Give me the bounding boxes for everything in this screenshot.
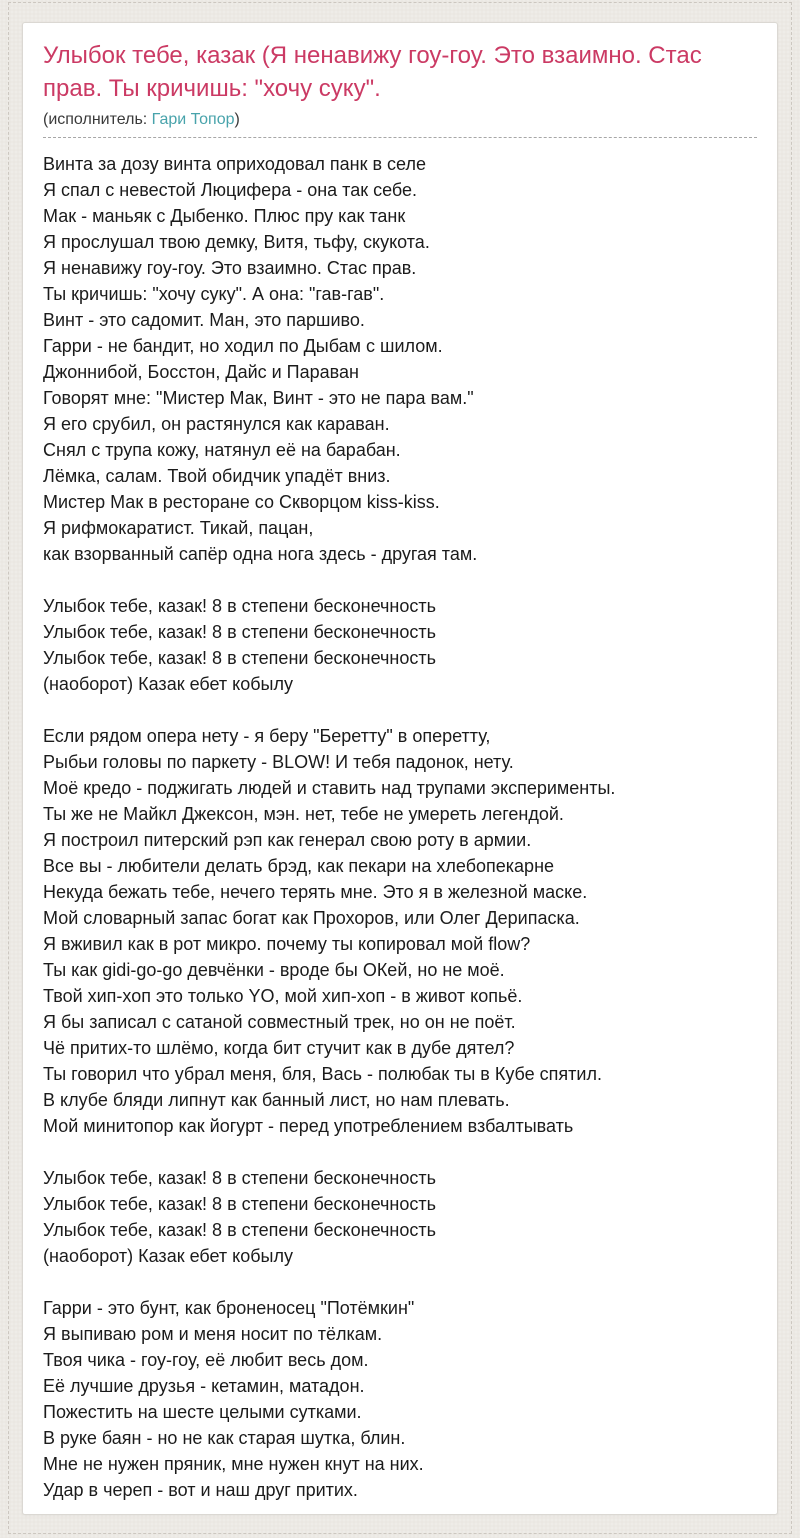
lyric-line: Мне не нужен пряник, мне нужен кнут на них.: [43, 1454, 424, 1474]
lyric-line: Все вы - любители делать брэд, как пекари на хлебопекарне: [43, 856, 555, 876]
lyric-line: Улыбок тебе, казак! 8 в степени бесконечность: [43, 648, 436, 668]
lyric-line: Винта за дозу винта оприходовал панк в селе: [43, 154, 426, 174]
stanza: [43, 1295, 757, 1503]
lyric-line: Гарри - не бандит, но ходил по Дыбам с шилом.: [43, 336, 443, 356]
lyric-line: Я вживил как в рот микро. почему ты копировал мой flow?: [43, 934, 531, 954]
lyric-line: Твой хип-хоп это только YO, мой хип-хоп - в живот копьё.: [43, 986, 523, 1006]
lyric-line: Улыбок тебе, казак! 8 в степени бесконечность: [43, 622, 436, 642]
artist-label: (исполнитель:: [43, 111, 148, 128]
lyric-line: Ты как gidi-go-go девчёнки - вроде бы ОКей, но не моё.: [43, 960, 505, 980]
lyric-line: Джоннибой, Босстон, Дайс и Параван: [43, 362, 359, 382]
lyric-line: Говорят мне: "Мистер Мак, Винт - это не пара вам.": [43, 388, 474, 408]
lyric-line: Снял с трупа кожу, натянул её на барабан.: [43, 440, 401, 460]
lyric-line: Я построил питерский рэп как генерал свою роту в армии.: [43, 830, 532, 850]
lyric-line: Я спал с невестой Люцифера - она так себе.: [43, 180, 418, 200]
stanza: [43, 151, 757, 567]
lyric-line: Мой словарный запас богат как Прохоров, или Олег Дерипаска.: [43, 908, 580, 928]
page-title: Улыбок тебе, казак (Я ненавижу гоу-гоу. Это взаимно. Стас прав. Ты кричишь: "хочу суку".: [43, 42, 702, 102]
lyric-line: Моё кредо - поджигать людей и ставить над трупами эксперименты.: [43, 778, 616, 798]
lyric-line: Твоя чика - гоу-гоу, её любит весь дом.: [43, 1350, 369, 1370]
lyric-line: Чё притих-то шлёмо, когда бит стучит как в дубе дятел?: [43, 1038, 515, 1058]
lyric-line: Пожестить на шесте целыми сутками.: [43, 1402, 362, 1422]
lyrics: [43, 151, 757, 1503]
artist-close-paren: ): [234, 111, 240, 128]
lyric-line: Ты говорил что убрал меня, бля, Вась - полюбак ты в Кубе спятил.: [43, 1064, 602, 1084]
lyric-line: Ты кричишь: "хочу суку". А она: "гав-гав".: [43, 284, 385, 304]
lyric-line: Улыбок тебе, казак! 8 в степени бесконечность: [43, 1168, 436, 1188]
lyric-line: В руке баян - но не как старая шутка, блин.: [43, 1428, 406, 1448]
artist-link[interactable]: Гари Топор: [151, 111, 235, 128]
lyric-line: Удар в череп - вот и наш друг притих.: [43, 1480, 358, 1500]
lyric-line: Гарри - это бунт, как броненосец "Потёмкин": [43, 1298, 415, 1318]
lyric-line: Винт - это садомит. Ман, это паршиво.: [43, 310, 365, 330]
lyric-line: Её лучшие друзья - кетамин, матадон.: [43, 1376, 365, 1396]
lyric-line: Если рядом опера нету - я беру "Беретту" в оперетту,: [43, 726, 491, 746]
stanza: [43, 723, 757, 1139]
lyric-line: Я бы записал с сатаной совместный трек, но он не поёт.: [43, 1012, 516, 1032]
lyric-line: Мой минитопор как йогурт - перед употреблением взбалтывать: [43, 1116, 574, 1136]
lyric-line: Я выпиваю ром и меня носит по тёлкам.: [43, 1324, 383, 1344]
lyric-line: Некуда бежать тебе, нечего терять мне. Это я в железной маске.: [43, 882, 588, 902]
lyric-line: Улыбок тебе, казак! 8 в степени бесконечность: [43, 1194, 436, 1214]
lyric-line: Рыбьи головы по паркету - BLOW! И тебя падонок, нету.: [43, 752, 514, 772]
lyric-line: Улыбок тебе, казак! 8 в степени бесконечность: [43, 596, 436, 616]
lyric-line: Мак - маньяк с Дыбенко. Плюс пру как танк: [43, 206, 406, 226]
lyric-line: Лёмка, салам. Твой обидчик упадёт вниз.: [43, 466, 391, 486]
lyric-line: В клубе бляди липнут как банный лист, но нам плевать.: [43, 1090, 510, 1110]
lyrics-card: [22, 22, 778, 1515]
lyric-line: (наоборот) Казак ебет кобылу: [43, 674, 293, 694]
lyric-line: Я рифмокаратист. Тикай, пацан,: [43, 518, 314, 538]
lyric-line: Мистер Мак в ресторане со Скворцом kiss-kiss.: [43, 492, 440, 512]
artist-line: [43, 110, 757, 138]
lyric-line: Я его срубил, он растянулся как караван.: [43, 414, 390, 434]
lyric-line: Я ненавижу гоу-гоу. Это взаимно. Стас прав.: [43, 258, 417, 278]
stanza: [43, 593, 757, 697]
lyric-line: Я прослушал твою демку, Витя, тьфу, скукота.: [43, 232, 430, 252]
lyric-line: Улыбок тебе, казак! 8 в степени бесконечность: [43, 1220, 436, 1240]
lyric-line: (наоборот) Казак ебет кобылу: [43, 1246, 293, 1266]
lyric-line: как взорванный сапёр одна нога здесь - другая там.: [43, 544, 478, 564]
lyric-line: Ты же не Майкл Джексон, мэн. нет, тебе не умереть легендой.: [43, 804, 564, 824]
stanza: [43, 1165, 757, 1269]
